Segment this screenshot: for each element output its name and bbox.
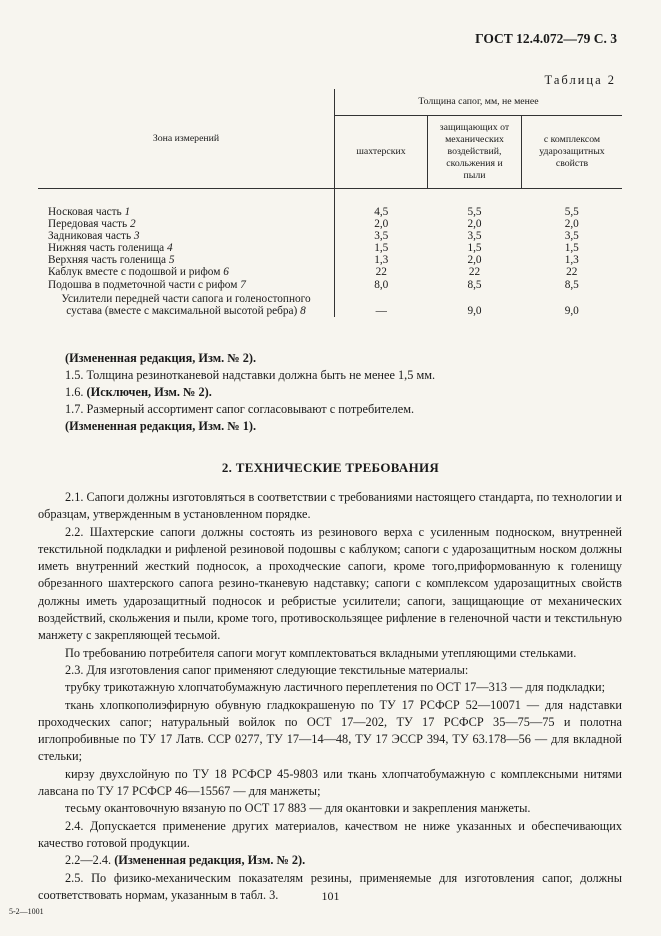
col-header-impact: с комплексом ударозащитных свойств [522,116,623,189]
col-header-mechanical: защищающих от механических воздействий, скольжения и пыли [428,116,522,189]
col-header-miners: шахтерских [335,116,428,189]
clause-1-5: 1.5. Толщина резинотканевой надставки должна быть не менее 1,5 мм. [65,368,436,382]
section-title: 2. ТЕХНИЧЕСКИЕ ТРЕБОВАНИЯ [221,460,440,475]
clause-2-3: 2.3. Для изготовления сапог применяют следующие текстильные материалы: [65,662,469,677]
footer-code: 5-2—1001 [9,907,44,916]
table-row: Нижняя часть голенища 4 1,5 1,5 1,5 [38,242,622,254]
page-header: ГОСТ 12.4.072—79 С. 3 [475,31,617,46]
material-extension: ткань хлопкополиэфирную обувную гладкокрашеную по ТУ 17 РСФСР 52—10071 — для надставки проходческих сапог; натуральный войлок по ОСТ 17—202, ТУ 17 РСФСР 35—75—75 и полотна иглопробивные по ТУ 17 Латв. ССР 0277, ТУ 17—14—48, ТУ 17 ЭССР 394, ТУ 63.178—56 — для вкладной стельки; [38,697,622,764]
table-caption: Таблица 2 [544,73,616,87]
table-row: Задниковая часть 3 3,5 3,5 3,5 [38,230,622,242]
clause-2-2: 2.2. Шахтерские сапоги должны состоять из резинового верха с усиленным подноском, внутренней текстильной подкладки и рифленой резиновой подошвы с каблуком; сапоги с ударозащитным носком должны иметь внутренний жесткий подносок, а проходческие сапоги, кроме того,приформованную к голенищу обрезанного шахтерского сапога резино-тканевую надставку; сапоги с комплексом ударозащитных свойств должны иметь ударозащитный подносок и ребристые усилители; сапоги, защищающие от механических воздействий, скольжения и пыли, кроме того, противоскользящее рифление в геленочной части и текстильную манжету с закрепляющей тесьмой. [38,524,622,643]
clause-2-1: 2.1. Сапоги должны изготовляться в соответствии с требованиями настоящего стандарта, по технологии и образцам, утвержденным в установленном порядке. [38,490,622,522]
clause-2-5: 2.5. По физико-механическим показателям резины, применяемые для изготовления сапог, должны соответствовать нормам, указанным в табл. 3. [38,870,622,902]
table-row: Каблук вместе с подошвой и рифом 6 22 22 22 [38,266,622,278]
material-lining: трубку трикотажную хлопчатобумажную ластичного переплетения по ОСТ 17—313 — для подкладки; [65,680,606,695]
clause-2-2-insoles: По требованию потребителя сапоги могут комплектоваться вкладными утепляющими стельками. [65,645,577,660]
page-number: 101 [321,889,340,903]
zone-header: Зона измерений [38,89,335,189]
table-row: Передовая часть 2 2,0 2,0 2,0 [38,218,622,230]
clause-2-4: 2.4. Допускается применение других материалов, качеством не ниже указанных и обеспечивающих качество готовой продукции. [38,818,622,850]
table-row: Усилители передней части сапога и голеностопного сустава (вместе с максимальной высотой ребра) 8 — 9,0 9,0 [38,291,622,317]
clause-1-6: 1.6. (Исключен, Изм. № 2). [65,385,212,399]
table-row: Подошва в подметочной части с рифом 7 8,0 8,5 8,5 [38,279,622,291]
amendment-note: (Измененная редакция, Изм. № 2). [65,351,257,365]
material-cuff: кирзу двухслойную по ТУ 18 РСФСР 45-9803 или ткань хлопчатобумажную с комплексными нитями лавсана по ТУ 17 РСФСР 46—15567 — для манжеты; [38,766,622,799]
group-header: Толщина сапог, мм, не менее [335,89,623,116]
thickness-table [38,89,622,317]
table-row: Верхняя часть голенища 5 1,3 2,0 1,3 [38,254,622,266]
clause-1-7: 1.7. Размерный ассортимент сапог согласовывают с потребителем. [65,402,415,416]
material-tape: тесьму окантовочную вязаную по ОСТ 17 883 — для окантовки и закрепления манжеты. [65,801,531,816]
amendment-note: (Измененная редакция, Изм. № 1). [65,419,257,433]
clause-2-2-2-4: 2.2—2.4. (Измененная редакция, Изм. № 2). [65,853,306,868]
table-row: Носковая часть 1 4,5 5,5 5,5 [38,189,622,219]
body-text [38,489,622,904]
